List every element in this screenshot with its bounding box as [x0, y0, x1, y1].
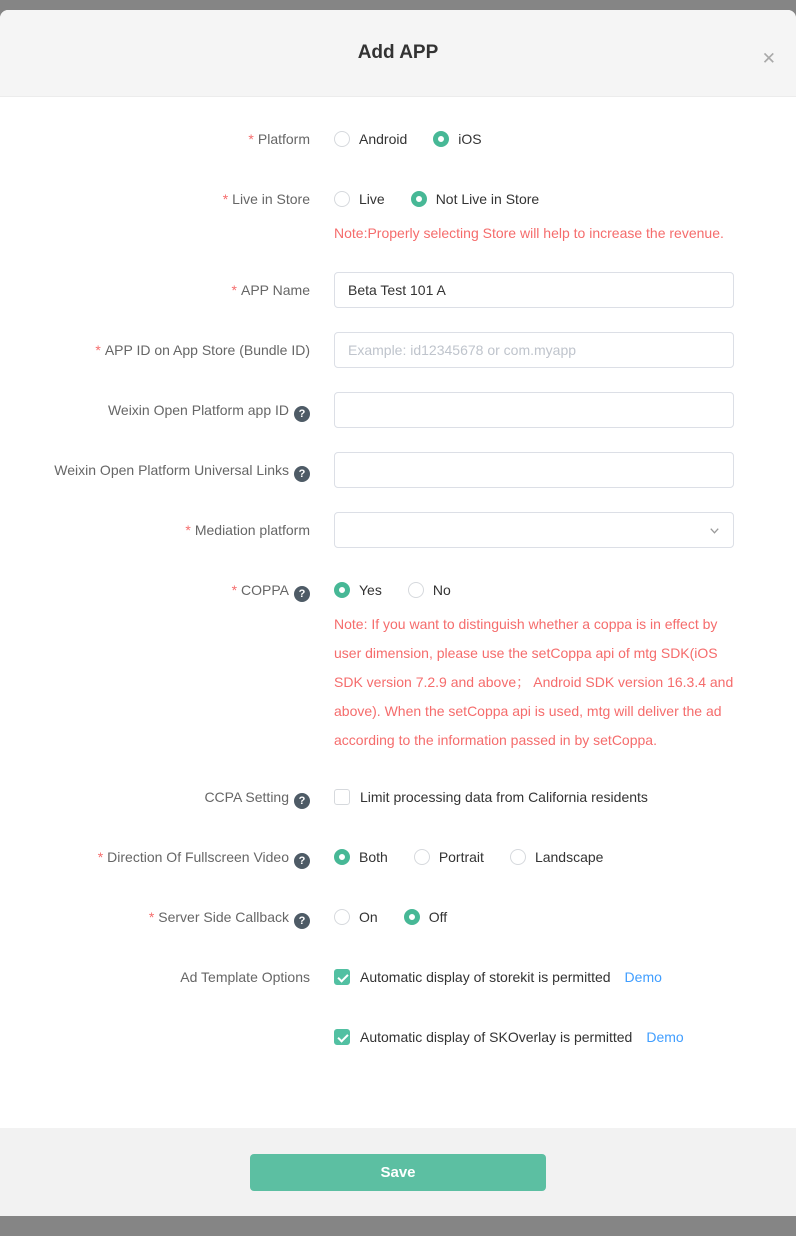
required-asterisk: *: [222, 191, 229, 207]
form-row-bundle-id: [0, 332, 796, 368]
live-store-note: Note:Properly selecting Store will help to increase the revenue.: [334, 225, 724, 241]
radio-unchecked-icon: [334, 131, 350, 147]
mediation-platform-label: [0, 512, 310, 548]
platform-label: [0, 121, 310, 157]
page-bottom-strip: [0, 1216, 796, 1236]
required-asterisk: *: [148, 909, 155, 925]
radio-both-label: Both: [359, 849, 388, 865]
radio-coppa-no-label: No: [432, 582, 451, 598]
weixin-universal-links-label-text: Weixin Open Platform Universal Links: [54, 462, 289, 478]
coppa-label: [0, 572, 310, 755]
storekit-checkbox[interactable]: [334, 969, 350, 985]
app-name-label-text: APP Name: [241, 282, 310, 298]
radio-unchecked-icon: [414, 849, 430, 865]
ccpa-checkbox[interactable]: [334, 789, 350, 805]
storekit-checkbox-label: Automatic display of storekit is permitted: [360, 969, 611, 985]
save-button[interactable]: Save: [250, 1154, 546, 1191]
form-row-app-name: [0, 272, 796, 308]
weixin-app-id-label-text: Weixin Open Platform app ID: [107, 402, 289, 418]
radio-ios-label: iOS: [458, 131, 482, 147]
add-app-modal: [0, 10, 796, 1216]
weixin-universal-links-label: [0, 452, 310, 488]
radio-unchecked-icon: [334, 909, 350, 925]
server-side-callback-label: [0, 899, 310, 935]
form-row-ad-template-skoverlay: [0, 1019, 796, 1055]
radio-direction-landscape[interactable]: [510, 849, 604, 865]
radio-checked-icon: [411, 191, 427, 207]
weixin-universal-links-input[interactable]: [334, 452, 734, 488]
radio-not-live-label: Not Live in Store: [435, 191, 540, 207]
help-icon[interactable]: ?: [294, 586, 310, 602]
form-row-live-in-store: [0, 181, 796, 248]
radio-portrait-label: Portrait: [438, 849, 484, 865]
bundle-id-label-text: APP ID on App Store (Bundle ID): [104, 342, 310, 358]
radio-callback-on[interactable]: [334, 909, 378, 925]
modal-title: Add APP: [357, 42, 439, 63]
radio-on-label: On: [359, 909, 378, 925]
app-name-label: [0, 272, 310, 308]
required-asterisk: *: [231, 582, 238, 598]
help-icon[interactable]: ?: [294, 913, 310, 929]
platform-label-text: Platform: [257, 131, 310, 147]
weixin-app-id-label: [0, 392, 310, 428]
ccpa-label: [0, 779, 310, 815]
skoverlay-checkbox-label: Automatic display of SKOverlay is permitted: [360, 1029, 633, 1045]
app-name-input[interactable]: [334, 272, 734, 308]
required-asterisk: *: [231, 282, 237, 298]
radio-live[interactable]: [334, 191, 385, 207]
bundle-id-input[interactable]: [334, 332, 734, 368]
radio-callback-off[interactable]: [404, 909, 447, 925]
coppa-label-text: COPPA: [241, 582, 289, 598]
radio-checked-icon: [404, 909, 420, 925]
storekit-demo-link[interactable]: Demo: [624, 969, 662, 985]
radio-direction-both[interactable]: [334, 849, 388, 865]
coppa-note: Note: If you want to distinguish whether a coppa is in effect by user dimension, please use the setCoppa api of mtg SDK(iOS SDK version 7.2.9 and above； Android SDK version 16.3.4 and above). When the setCoppa api is used, mtg will deliver the ad according to the information passed in by setCoppa.: [334, 616, 734, 748]
radio-unchecked-icon: [408, 582, 424, 598]
radio-android[interactable]: [334, 131, 407, 147]
required-asterisk: *: [95, 342, 101, 358]
chevron-down-icon: [708, 524, 721, 537]
form-row-server-side-callback: [0, 899, 796, 935]
radio-landscape-label: Landscape: [534, 849, 604, 865]
form-row-coppa: [0, 572, 796, 755]
modal-footer: [0, 1128, 796, 1216]
form-row-direction: [0, 839, 796, 875]
radio-unchecked-icon: [334, 191, 350, 207]
bundle-id-label: [0, 332, 310, 368]
skoverlay-checkbox[interactable]: [334, 1029, 350, 1045]
form-row-ad-template-storekit: [0, 959, 796, 995]
mediation-platform-select[interactable]: [334, 512, 734, 548]
required-asterisk: *: [248, 131, 254, 147]
required-asterisk: *: [97, 849, 104, 865]
required-asterisk: *: [185, 522, 191, 538]
server-side-callback-label-text: Server Side Callback: [158, 909, 289, 925]
radio-checked-icon: [334, 849, 350, 865]
radio-checked-icon: [334, 582, 350, 598]
radio-checked-icon: [433, 131, 449, 147]
skoverlay-demo-link[interactable]: Demo: [646, 1029, 684, 1045]
modal-header: [0, 10, 796, 97]
form-row-weixin-app-id: [0, 392, 796, 428]
help-icon[interactable]: ?: [294, 853, 310, 869]
form-row-ccpa: [0, 779, 796, 815]
ccpa-checkbox-label: Limit processing data from California residents: [360, 789, 648, 805]
radio-not-live[interactable]: [411, 191, 540, 207]
radio-ios[interactable]: [433, 131, 481, 147]
form-row-platform: [0, 121, 796, 157]
form-row-weixin-universal-links: [0, 452, 796, 488]
radio-coppa-yes-label: Yes: [359, 582, 382, 598]
radio-direction-portrait[interactable]: [414, 849, 484, 865]
live-in-store-label-text: Live in Store: [232, 191, 310, 207]
radio-coppa-no[interactable]: [408, 582, 451, 598]
close-icon[interactable]: ✕: [761, 49, 776, 68]
page-top-strip: [0, 0, 796, 10]
radio-off-label: Off: [428, 909, 448, 925]
radio-unchecked-icon: [510, 849, 526, 865]
modal-body: [0, 97, 796, 1128]
help-icon[interactable]: ?: [294, 793, 310, 809]
radio-live-label: Live: [359, 191, 385, 207]
direction-label-text: Direction Of Fullscreen Video: [107, 849, 289, 865]
live-in-store-label: [0, 181, 310, 248]
help-icon[interactable]: ?: [294, 466, 310, 482]
form-row-mediation-platform: [0, 512, 796, 548]
empty-label: [0, 1019, 310, 1055]
direction-label: [0, 839, 310, 875]
mediation-platform-label-text: Mediation platform: [194, 522, 310, 538]
help-icon[interactable]: ?: [294, 406, 310, 422]
ccpa-label-text: CCPA Setting: [204, 789, 289, 805]
ad-template-options-label-text: Ad Template Options: [180, 969, 310, 985]
radio-android-label: Android: [359, 131, 408, 147]
weixin-app-id-input[interactable]: [334, 392, 734, 428]
radio-coppa-yes[interactable]: [334, 582, 382, 598]
ad-template-options-label: [0, 959, 310, 995]
